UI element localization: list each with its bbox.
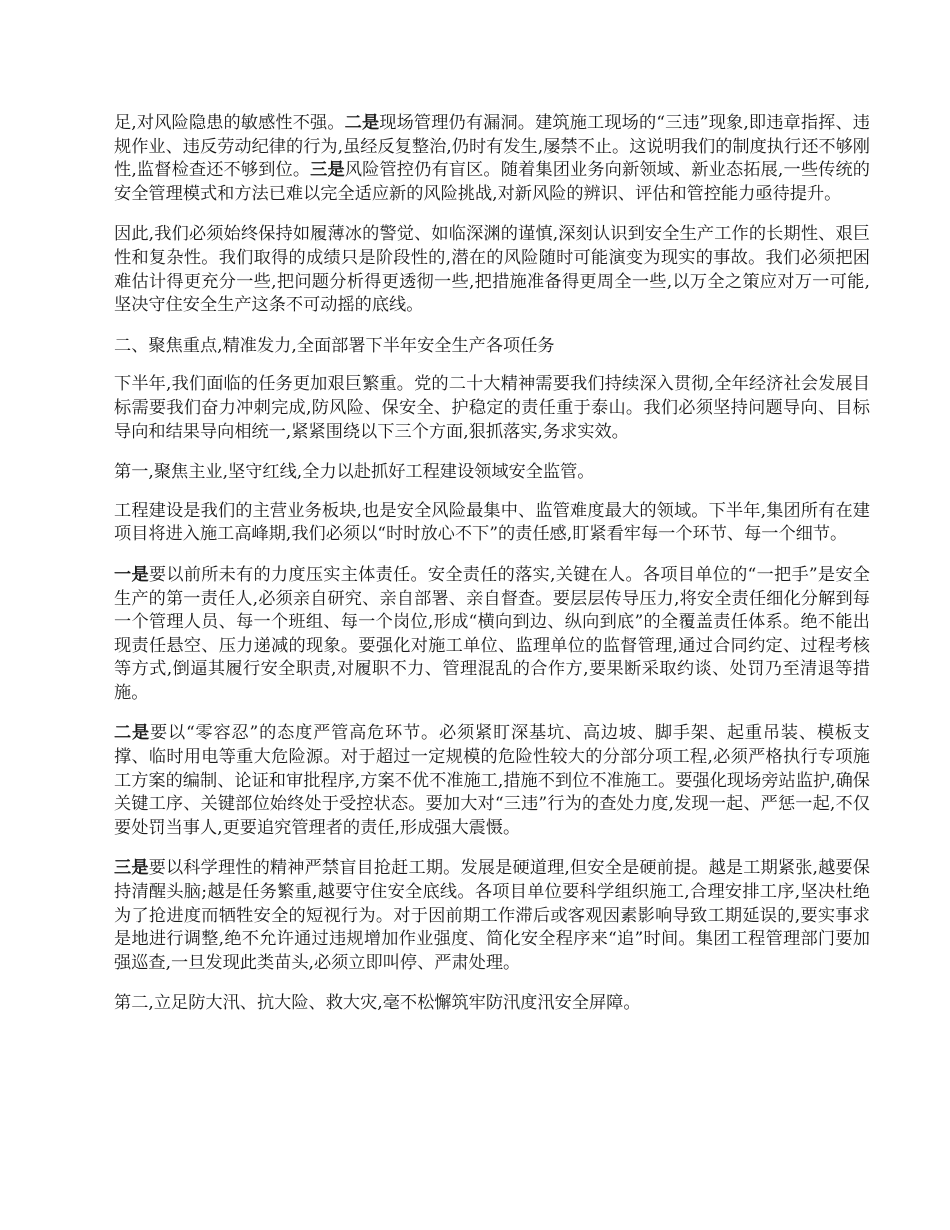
paragraph-text: 要以科学理性的精神严禁盲目抢赶工期。发展是硬道理,但安全是硬前提。越是工期紧张,越要保持清醒头脑;越是任务繁重,越要守住安全底线。各项目单位要科学组织施工,合理安排工序,坚决杜绝为了抢进度而牺牲安全的短视行为。对于因前期工作滞后或客观因素影响导致工期延误的,要实事求是地进行调整,绝不允许通过违规增加作业强度、简化安全程序来“追”时间。集团工程管理部门要加强巡查,一旦发现此类苗头,必须立即叫停、严肃处理。 xyxy=(114,858,870,973)
document-body xyxy=(114,112,870,1016)
emphasis-label: 三是 xyxy=(310,160,345,181)
paragraph-text: 因此,我们必须始终保持如履薄冰的警觉、如临深渊的谨慎,深刻认识到安全生产工作的长期性、艰巨性和复杂性。我们取得的成绩只是阶段性的,潜在的风险随时可能演变为现实的事故。我们必须把困难估计得更充分一些,把问题分析得更透彻一些,把措施准备得更周全一些,以万全之策应对万一可能,坚决守住安全生产这条不可动摇的底线。 xyxy=(114,224,870,316)
paragraph-text: 要以“零容忍”的态度严管高危环节。必须紧盯深基坑、高边坡、脚手架、起重吊装、模板支撑、临时用电等重大危险源。对于超过一定规模的危险性较大的分部分项工程,必须严格执行专项施工方案的编制、论证和审批程序,方案不优不准施工,措施不到位不准施工。要强化现场旁站监护,确保关键工序、关键部位始终处于受控状态。要加大对“三违”行为的查处力度,发现一起、严惩一起,不仅要处罚当事人,更要追究管理者的责任,形成强大震慑。 xyxy=(114,723,870,838)
paragraph-text: 足,对风险隐患的敏感性不强。 xyxy=(114,113,345,133)
body-paragraph xyxy=(114,500,870,547)
body-paragraph xyxy=(114,112,870,206)
emphasis-label: 二是 xyxy=(114,723,150,744)
emphasis-label: 二是 xyxy=(344,113,380,133)
section-heading xyxy=(114,335,870,359)
emphasis-label: 一是 xyxy=(114,564,149,585)
section-heading xyxy=(114,461,870,485)
paragraph-text: 要以前所未有的力度压实主体责任。安全责任的落实,关键在人。各项目单位的“一把手”是安全生产的第一责任人,必须亲自研究、亲自部署、亲自督查。要层层传导压力,将安全责任细化分解到每一个管理人员、每一个班组、每一个岗位,形成“横向到边、纵向到底”的全覆盖责任体系。绝不能出现责任悬空、压力递减的现象。要强化对施工单位、监理单位的监督管理,通过合同约定、过程考核等方式,倒逼其履行安全职责,对履职不力、管理混乱的合作方,要果断采取约谈、处罚乃至清退等措施。 xyxy=(114,564,870,703)
paragraph-text: 现场管理仍有漏洞。建筑施工现场的“三违”现象,即违章指挥、违规作业、违反劳动纪律的行为,虽经反复整治,仍时有发生,屡禁不止。这说明我们的制度执行还不够刚性,监督检查还不够到位。 xyxy=(114,113,870,181)
paragraph-text: 第一,聚焦主业,坚守红线,全力以赴抓好工程建设领域安全监管。 xyxy=(114,462,595,483)
body-paragraph xyxy=(114,857,870,975)
body-paragraph xyxy=(114,223,870,317)
body-paragraph xyxy=(114,373,870,444)
paragraph-text: 二、聚焦重点,精准发力,全面部署下半年安全生产各项任务 xyxy=(114,335,555,356)
section-heading xyxy=(114,992,870,1016)
body-paragraph xyxy=(114,722,870,840)
paragraph-text: 第二,立足防大汛、抗大险、救大灾,毫不松懈筑牢防汛度汛安全屏障。 xyxy=(114,993,641,1014)
paragraph-text: 工程建设是我们的主营业务板块,也是安全风险最集中、监管难度最大的领域。下半年,集团所有在建项目将进入施工高峰期,我们必须以“时时放心不下”的责任感,盯紧看牢每一个环节、每一个细节。 xyxy=(114,500,870,545)
body-paragraph xyxy=(114,564,870,706)
emphasis-label: 三是 xyxy=(114,858,149,879)
paragraph-text: 风险管控仍有盲区。随着集团业务向新领域、新业态拓展,一些传统的安全管理模式和方法已难以完全适应新的风险挑战,对新风险的辨识、评估和管控能力亟待提升。 xyxy=(114,160,870,204)
paragraph-text: 下半年,我们面临的任务更加艰巨繁重。党的二十大精神需要我们持续深入贯彻,全年经济社会发展目标需要我们奋力冲刺完成,防风险、保安全、护稳定的责任重于泰山。我们必须坚持问题导向、目标导向和结果导向相统一,紧紧围绕以下三个方面,狠抓落实,务求实效。 xyxy=(114,374,870,442)
